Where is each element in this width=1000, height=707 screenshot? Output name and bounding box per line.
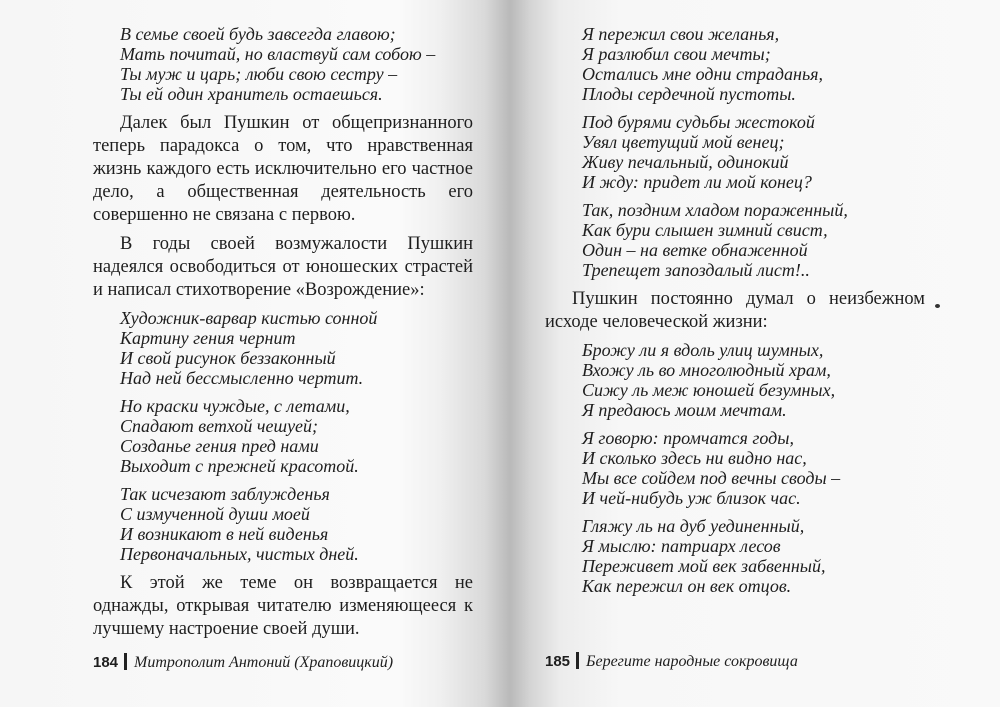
poem-line: Гляжу ль на дуб уединенный,: [582, 516, 805, 536]
poem-line: Художник-варвар кистью сонной: [120, 308, 378, 328]
poem-line: Я пережил свои желанья,: [582, 24, 780, 44]
running-title: Митрополит Антоний (Храповицкий): [134, 654, 394, 671]
paragraph: К этой же теме он возвращается не однажды, открывая читателю изменяющееся к лучшему настроение своей души.: [93, 573, 473, 639]
divider: [576, 652, 579, 669]
poem-line: Переживет мой век забвенный,: [582, 556, 826, 576]
poem-line: Я разлюбил свои мечты;: [582, 44, 771, 64]
poem-line: И жду: придет ли мой конец?: [582, 172, 812, 192]
poem-line: В семье своей будь завсегда главою;: [120, 24, 396, 44]
stanza: [120, 396, 473, 476]
poem-line: Один – на ветке обнаженной: [582, 240, 808, 260]
poem-line: Выходит с прежней красотой.: [120, 456, 359, 476]
paragraph: Пушкин постоянно думал о неизбежном исходе человеческой жизни:: [545, 289, 925, 332]
poem-line: Как пережил он век отцов.: [582, 576, 792, 596]
stanza: [582, 340, 925, 420]
poem-line: Остались мне одни страданья,: [582, 64, 824, 84]
poem-line: Брожу ли я вдоль улиц шумных,: [582, 340, 824, 360]
stanza: [582, 112, 925, 192]
stanza: [120, 308, 473, 388]
poem-line: Под бурями судьбы жестокой: [582, 112, 815, 132]
left-page: [93, 0, 473, 673]
poem-line: Сижу ль меж юношей безумных,: [582, 380, 836, 400]
poem-line: Я говорю: промчатся годы,: [582, 428, 794, 448]
stanza: [582, 24, 925, 104]
poem-line: Мать почитай, но властвуй сам собою –: [120, 44, 436, 64]
page-footer: [93, 647, 473, 673]
poem-line: Картину гения чернит: [120, 328, 296, 348]
poem-line: Трепещет запоздалый лист!..: [582, 260, 810, 280]
poem-line: Но краски чуждые, с летами,: [120, 396, 350, 416]
poem-line: Созданье гения пред нами: [120, 436, 319, 456]
stanza: [582, 200, 925, 280]
poem-line: Над ней бессмысленно чертит.: [120, 368, 364, 388]
poem-line: Спадают ветхой чешуей;: [120, 416, 319, 436]
poem-line: Я мыслю: патриарх лесов: [582, 536, 781, 556]
poem-line: Ты ей один хранитель остаешься.: [120, 84, 383, 104]
poem-line: И свой рисунок беззаконный: [120, 348, 336, 368]
stanza: [120, 484, 473, 564]
stanza: [582, 428, 925, 508]
page-number: 184: [93, 654, 119, 671]
paragraph: В годы своей возмужалости Пушкин надеялся освободиться от юношеских страстей и написал стихотворение «Возрождение»:: [93, 234, 473, 300]
stanza: [582, 516, 925, 596]
poem-quote: [120, 24, 473, 104]
stanza: [120, 24, 473, 104]
poem-line: Живу печальный, одинокий: [582, 152, 789, 172]
poem-line: И сколько здесь ни видно нас,: [582, 448, 807, 468]
poem-line: Вхожу ль во многолюдный храм,: [582, 360, 831, 380]
poem-line: Плоды сердечной пустоты.: [582, 84, 796, 104]
poem-vozrozhdenie: [120, 308, 473, 564]
poem-line: Увял цветущий мой венец;: [582, 132, 785, 152]
poem-brozhu: [582, 340, 925, 596]
page-footer: [545, 646, 925, 672]
poem-line: И чей-нибудь уж близок час.: [582, 488, 801, 508]
poem-line: Первоначальных, чистых дней.: [120, 544, 359, 564]
poem-line: Ты муж и царь; люби свою сестру –: [120, 64, 398, 84]
ink-speck: [935, 304, 940, 308]
page-number: 185: [545, 653, 571, 670]
poem-line: Мы все сойдем под вечны своды –: [582, 468, 841, 488]
poem-line: Так исчезают заблужденья: [120, 484, 330, 504]
poem-line: Я предаюсь моим мечтам.: [582, 400, 787, 420]
divider: [124, 653, 127, 670]
running-title: Берегите народные сокровища: [586, 653, 798, 670]
right-page: [545, 0, 925, 672]
paragraph: Далек был Пушкин от общепризнанного теперь парадокса о том, что нравственная жизнь каждого есть исключительно его частное дело, а общественная деятельность его совершенно не связана с первою.: [93, 113, 473, 225]
poem-line: Так, поздним хладом пораженный,: [582, 200, 848, 220]
poem-line: И возникают в ней виденья: [120, 524, 329, 544]
poem-perezhil: [582, 24, 925, 280]
poem-line: С измученной души моей: [120, 504, 310, 524]
poem-line: Как бури слышен зимний свист,: [582, 220, 828, 240]
